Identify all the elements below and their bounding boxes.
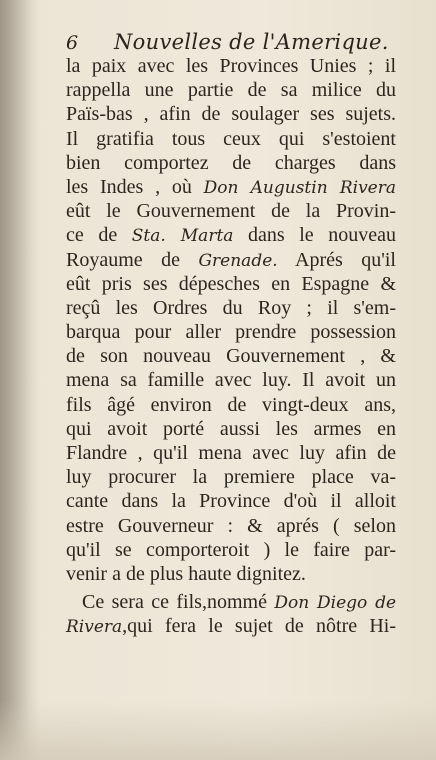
gutter-shadow [0,0,40,760]
text-line: eût pris ses dépesches en Espagne & [66,272,396,295]
text-line: rappella une partie de sa milice du [66,79,396,102]
text-line: ce de Sta. Marta dans le nouveau [66,224,396,247]
text-line: la paix avec les Provinces Unies ; il [66,55,396,77]
text-line: luy procurer la premiere place va- [66,466,396,489]
italic-name: Rivera [66,617,123,638]
text-line: Ce sera ce fils,nommé Don Diego de [82,591,397,614]
text-line: Flandre , qu'il mena avec luy afin de [66,442,396,464]
text-line: Il gratifia tous ceux qui s'estoient [66,127,396,150]
text-line: estre Gouverneur : & aprés ( selon [66,514,396,537]
text-line: qui avoit porté aussi les armes en [66,417,396,440]
paragraph-2 [66,590,396,638]
text-line: mena sa famille avec luy. Il avoit un [66,369,396,392]
text-line: Païs-bas , afin de soulager ses sujets. [66,103,396,126]
text-line: reçû les Ordres du Roy ; il s'em- [66,296,396,319]
text-line: les Indes , où Don Augustin Rivera [66,175,396,198]
running-head: Nouvelles de l'Amerique. [114,30,389,54]
page-bottom-margin [0,700,436,760]
text-line: fils âgé environ de vingt-deux ans, [66,393,396,416]
text-line: qu'il se comporteroit ) le faire par- [66,538,396,561]
italic-name: Grenade. [198,250,278,271]
text-line: eût le Gouvernement de la Provin- [66,200,396,223]
italic-name: Sta. Marta [131,226,234,247]
italic-name: Don Augustin Rivera [203,177,396,198]
italic-name: Don Diego de [274,593,397,614]
page-number: 6 [66,32,79,54]
text-line: venir a de plus haute dignitez. [66,562,306,585]
text-line: cante dans la Province d'où il alloit [66,490,396,513]
body-text [66,54,396,639]
text-line: de son nouveau Gouvernement , & [66,345,396,368]
text-line: Rivera,qui fera le sujet de nôtre Hi- [66,615,396,638]
text-line: barqua pour aller prendre possession [66,321,396,344]
page-header [66,30,406,56]
text-line: Royaume de Grenade. Aprés qu'il [66,248,396,271]
paragraph-1 [66,54,396,586]
text-line: bien comportez de charges dans [66,151,396,174]
